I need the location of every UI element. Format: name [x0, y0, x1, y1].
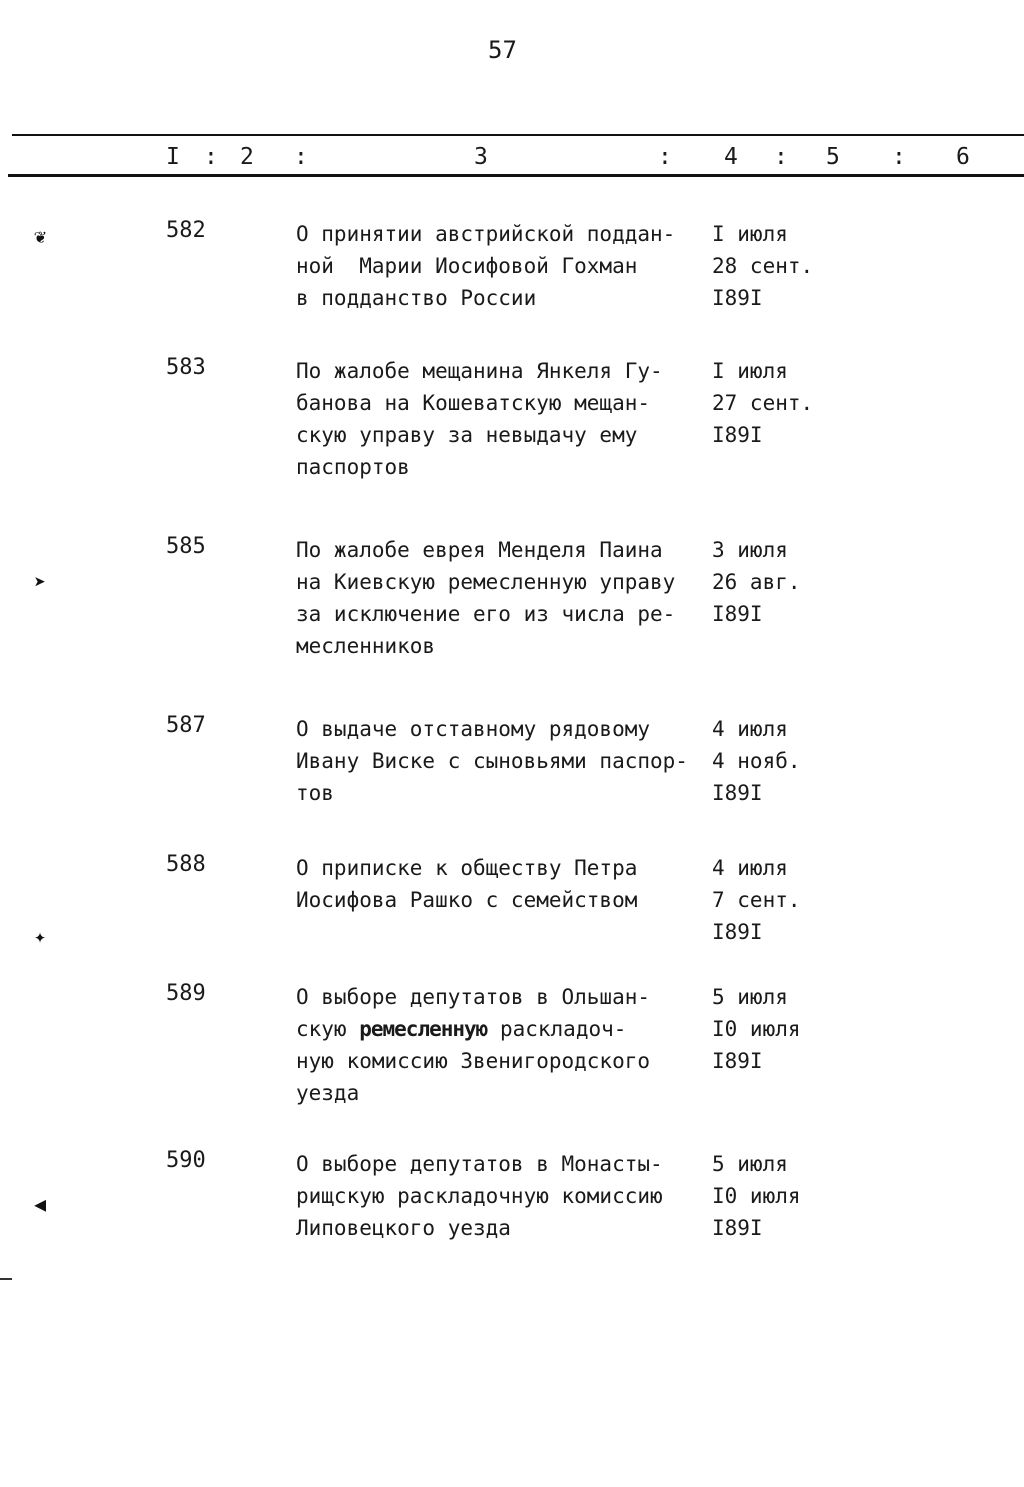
entry-number: 587	[166, 713, 206, 738]
entry-number: 582	[166, 218, 206, 243]
entry-dates: I июля 27 сент. I89I	[712, 359, 814, 447]
header-col-5: 5	[826, 144, 840, 170]
struck-out-word: ремесленную	[359, 1017, 488, 1041]
entry-dates: 4 июля 7 сент. I89I	[712, 856, 801, 944]
header-separator: :	[892, 144, 906, 170]
margin-mark-icon: ◀	[34, 1192, 47, 1216]
header-col-1: I	[166, 144, 180, 170]
margin-mark-icon: ✦	[34, 924, 47, 948]
margin-mark-icon: ❦	[34, 224, 47, 248]
entry-description: О выборе депутатов в Ольшан- скую ремесленную раскладоч- ную комиссию Звенигородского уезда	[296, 985, 651, 1105]
edge-tick	[0, 1278, 12, 1280]
entry-description: По жалобе еврея Менделя Паина на Киевскую ремесленную управу за исключение его из числа ре- месленников	[296, 538, 676, 658]
entry-description: О приписке к обществу Петра Иосифова Рашко с семейством	[296, 856, 638, 912]
entry-dates: 3 июля 26 авг. I89I	[712, 538, 801, 626]
header-col-4: 4	[724, 144, 738, 170]
entry-dates: 5 июля I0 июля I89I	[712, 1152, 801, 1240]
entry-dates: 5 июля I0 июля I89I	[712, 985, 801, 1073]
header-bottom-rule	[8, 174, 1024, 177]
page-number: 57	[488, 36, 517, 64]
entry-number: 589	[166, 981, 206, 1006]
entry-dates: I июля 28 сент. I89I	[712, 222, 814, 310]
entry-number: 590	[166, 1148, 206, 1173]
entry-dates: 4 июля 4 нояб. I89I	[712, 717, 801, 805]
entry-number: 585	[166, 534, 206, 559]
header-col-6: 6	[956, 144, 970, 170]
header-col-3: 3	[474, 144, 488, 170]
header-separator: :	[658, 144, 672, 170]
header-separator: :	[774, 144, 788, 170]
header-col-2: 2	[240, 144, 254, 170]
entry-description: О выдаче отставному рядовому Ивану Виске с сыновьями паспор- тов	[296, 717, 688, 805]
header-separator: :	[294, 144, 308, 170]
entry-description: О выборе депутатов в Монасты- рищскую раскладочную комиссию Липовецкого уезда	[296, 1152, 663, 1240]
entry-description: О принятии австрийской поддан- ной Марии Иосифовой Гохман в подданство России	[296, 222, 676, 310]
entry-number: 583	[166, 355, 206, 380]
margin-mark-icon: ➤	[34, 570, 47, 594]
entry-number: 588	[166, 852, 206, 877]
entry-description: По жалобе мещанина Янкеля Гу- банова на Кошеватскую мещан- скую управу за невыдачу ему паспортов	[296, 359, 663, 479]
header-top-rule	[12, 134, 1024, 136]
header-separator: :	[204, 144, 218, 170]
